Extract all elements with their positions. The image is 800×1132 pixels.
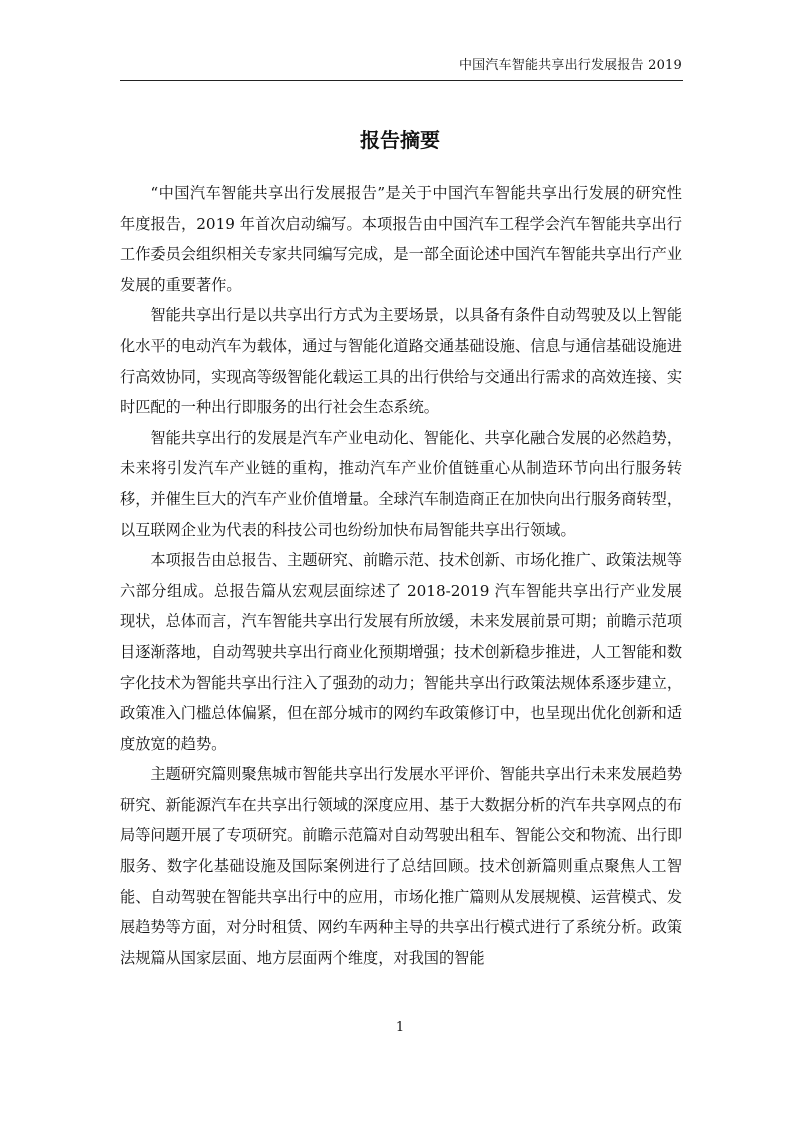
paragraph-3: 智能共享出行的发展是汽车产业电动化、智能化、共享化融合发展的必然趋势，未来将引发汽车产业链的重构，推动汽车产业价值链重心从制造环节向出行服务转移，并催生巨大的汽车产业价值增量。全球汽车制造商正在加快向出行服务商转型，以互联网企业为代表的科技公司也纷纷加快布局智能共享出行领域。	[120, 428, 682, 539]
page-number: 1	[395, 1020, 405, 1035]
body-text	[120, 178, 682, 973]
paragraph-5: 主题研究篇则聚焦城市智能共享出行发展水平评价、智能共享出行未来发展趋势研究、新能源汽车在共享出行领域的深度应用、基于大数据分析的汽车共享网点的布局等问题开展了专项研究。前瞻示范篇对自动驾驶出租车、智能公交和物流、出行即服务、数字化基础设施及国际案例进行了总结回顾。技术创新篇则重点聚焦人工智能、自动驾驶在智能共享出行中的应用，市场化推广篇则从发展规模、运营模式、发展趋势等方面，对分时租赁、网约车两种主导的共享出行模式进行了系统分析。政策法规篇从国家层面、地方层面两个维度，对我国的智能	[120, 765, 682, 967]
page-title: 报告摘要	[360, 128, 440, 152]
running-header: 中国汽车智能共享出行发展报告 2019	[458, 58, 682, 73]
paragraph-2: 智能共享出行是以共享出行方式为主要场景，以具备有条件自动驾驶及以上智能化水平的电动汽车为载体，通过与智能化道路交通基础设施、信息与通信基础设施进行高效协同，实现高等级智能化载运工具的出行供给与交通出行需求的高效连接、实时匹配的一种出行即服务的出行社会生态系统。	[120, 306, 682, 417]
paragraph-4: 本项报告由总报告、主题研究、前瞻示范、技术创新、市场化推广、政策法规等六部分组成。总报告篇从宏观层面综述了 2018-2019 汽车智能共享出行产业发展现状，总体而言，汽车智能共享出行发展有所放缓，未来发展前景可期；前瞻示范项目逐渐落地，自动驾驶共享出行商业化预期增强；技术创新稳步推进，人工智能和数字化技术为智能共享出行注入了强劲的动力；智能共享出行政策法规体系逐步建立，政策准入门槛总体偏紧，但在部分城市的网约车政策修订中，也呈现出优化创新和适度放宽的趋势。	[120, 551, 682, 753]
header-rule	[120, 80, 683, 81]
paragraph-1: “中国汽车智能共享出行发展报告”是关于中国汽车智能共享出行发展的研究性年度报告，2019 年首次启动编写。本项报告由中国汽车工程学会汽车智能共享出行工作委员会组织相关专家共同编写完成，是一部全面论述中国汽车智能共享出行产业发展的重要著作。	[120, 184, 682, 294]
